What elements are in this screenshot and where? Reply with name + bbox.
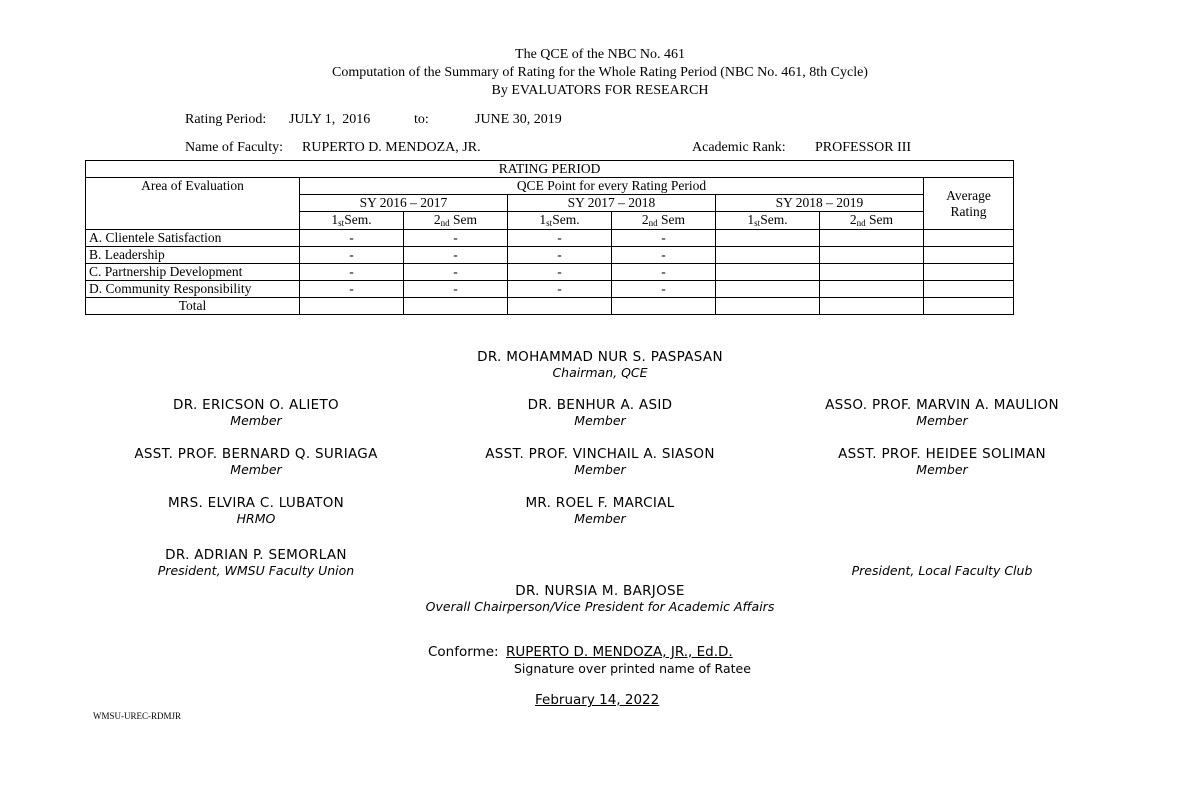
conforme-date: February 14, 2022 [535,692,660,708]
signatory-hrmo [66,495,446,526]
rating-period-to: JUNE 30, 2019 [475,112,562,127]
rating-cell: - [612,247,716,264]
average-cell [924,264,1014,281]
signatory-role: Member [230,462,282,477]
table-row [86,230,1014,247]
total-cell [820,298,924,315]
signatory-role: Overall Chairperson/Vice President for Academic Affairs [425,599,775,614]
signatory-role: Member [916,462,968,477]
average-cell [924,230,1014,247]
area-cell: D. Community Responsibility [86,281,300,298]
total-cell [612,298,716,315]
signatory-overall-chairperson [350,583,850,614]
conforme-name: RUPERTO D. MENDOZA, JR., Ed.D. [506,644,733,660]
signatory-name: ASST. PROF. VINCHAIL A. SIASON [485,446,715,462]
document-header [0,46,1200,100]
total-cell [300,298,404,315]
header-title: The QCE of the NBC No. 461 [515,47,685,62]
header-subtitle: Computation of the Summary of Rating for the Whole Rating Period (NBC No. 461, 8th Cycle) [332,65,868,80]
signatory-name: DR. MOHAMMAD NUR S. PASPASAN [477,349,723,365]
sem-header: 1stSem. [716,212,820,230]
rating-cell: - [612,264,716,281]
rating-period-from: JULY 1, 2016 [289,112,371,127]
signatory-member [410,495,790,526]
rating-cell: - [300,264,404,281]
rating-cell [820,281,924,298]
conforme-label: Conforme: [428,644,499,660]
table-row [86,247,1014,264]
signatory-role: President, Local Faculty Club [851,563,1033,578]
rating-cell: - [404,264,508,281]
signatory-name: MRS. ELVIRA C. LUBATON [167,495,345,511]
signatory-name: DR. BENHUR A. ASID [527,397,673,413]
rating-cell: - [404,281,508,298]
to-label: to: [414,112,429,127]
academic-rank-value: PROFESSOR III [815,140,912,155]
rating-cell [716,247,820,264]
total-cell [716,298,820,315]
signatory-name: DR. NURSIA M. BARJOSE [515,583,685,599]
rating-cell: - [612,281,716,298]
average-rating-header: Average Rating [924,178,1014,230]
rating-cell: - [300,281,404,298]
rating-cell: - [508,230,612,247]
rating-cell [820,247,924,264]
signatory-role: Member [916,413,968,428]
sem-header: 2nd Sem [612,212,716,230]
signatory-role: Chairman, QCE [552,365,648,380]
area-of-evaluation-header: Area of Evaluation [86,178,300,230]
average-cell [924,281,1014,298]
rating-cell: - [508,247,612,264]
header-evaluators: By EVALUATORS FOR RESEARCH [491,83,709,98]
sem-header: 2nd Sem [404,212,508,230]
signatory-member [66,446,446,477]
rating-cell: - [612,230,716,247]
signatory-name: DR. ADRIAN P. SEMORLAN [165,547,347,563]
signatory-role: Member [574,511,626,526]
signatory-chairman [410,349,790,380]
sy-2016-2017-header: SY 2016 – 2017 [300,195,508,212]
signatory-name: DR. ERICSON O. ALIETO [173,397,339,413]
rating-cell: - [508,264,612,281]
signatory-member [410,397,790,428]
sem-header: 1stSem. [508,212,612,230]
signatory-name: ASST. PROF. BERNARD Q. SURIAGA [134,446,378,462]
total-cell [924,298,1014,315]
area-cell: B. Leadership [86,247,300,264]
sem-header: 2nd Sem [820,212,924,230]
rating-cell [716,264,820,281]
rating-cell [820,230,924,247]
rating-cell [820,264,924,281]
signatory-role: Member [230,413,282,428]
rating-cell [716,230,820,247]
total-cell [508,298,612,315]
sem-header: 1stSem. [300,212,404,230]
rating-table [85,160,1014,315]
signatory-role: Member [574,462,626,477]
rating-cell: - [300,247,404,264]
signatory-role: President, WMSU Faculty Union [157,563,355,578]
table-row [86,281,1014,298]
rating-period-label: Rating Period: [185,112,267,127]
rating-cell: - [300,230,404,247]
rating-cell: - [508,281,612,298]
signatory-faculty-union [66,547,446,578]
faculty-name: RUPERTO D. MENDOZA, JR. [302,140,481,155]
signatory-role: HRMO [236,511,276,526]
rating-cell: - [404,230,508,247]
rating-cell [716,281,820,298]
average-cell [924,247,1014,264]
table-row-total [86,298,1014,315]
rating-cell: - [404,247,508,264]
signatory-member [66,397,446,428]
conforme-caption: Signature over printed name of Ratee [514,661,751,676]
signatory-member [752,397,1132,428]
area-cell: C. Partnership Development [86,264,300,281]
signatory-member [410,446,790,477]
signatory-member [752,446,1132,477]
signatory-local-faculty-club [752,547,1132,578]
total-cell [404,298,508,315]
sy-2017-2018-header: SY 2017 – 2018 [508,195,716,212]
total-label: Total [86,298,300,315]
area-cell: A. Clientele Satisfaction [86,230,300,247]
rating-period-header: RATING PERIOD [86,161,1014,178]
footer-code: WMSU-UREC-RDMJR [93,711,182,721]
signatory-name: ASSO. PROF. MARVIN A. MAULION [825,397,1059,413]
signatory-name [752,547,1132,563]
table-row [86,264,1014,281]
academic-rank-label: Academic Rank: [692,140,786,155]
qce-point-header: QCE Point for every Rating Period [300,178,924,195]
signatory-name: MR. ROEL F. MARCIAL [525,495,675,511]
sy-2018-2019-header: SY 2018 – 2019 [716,195,924,212]
signatory-role: Member [574,413,626,428]
signatory-name: ASST. PROF. HEIDEE SOLIMAN [838,446,1046,462]
faculty-label: Name of Faculty: [185,140,283,155]
